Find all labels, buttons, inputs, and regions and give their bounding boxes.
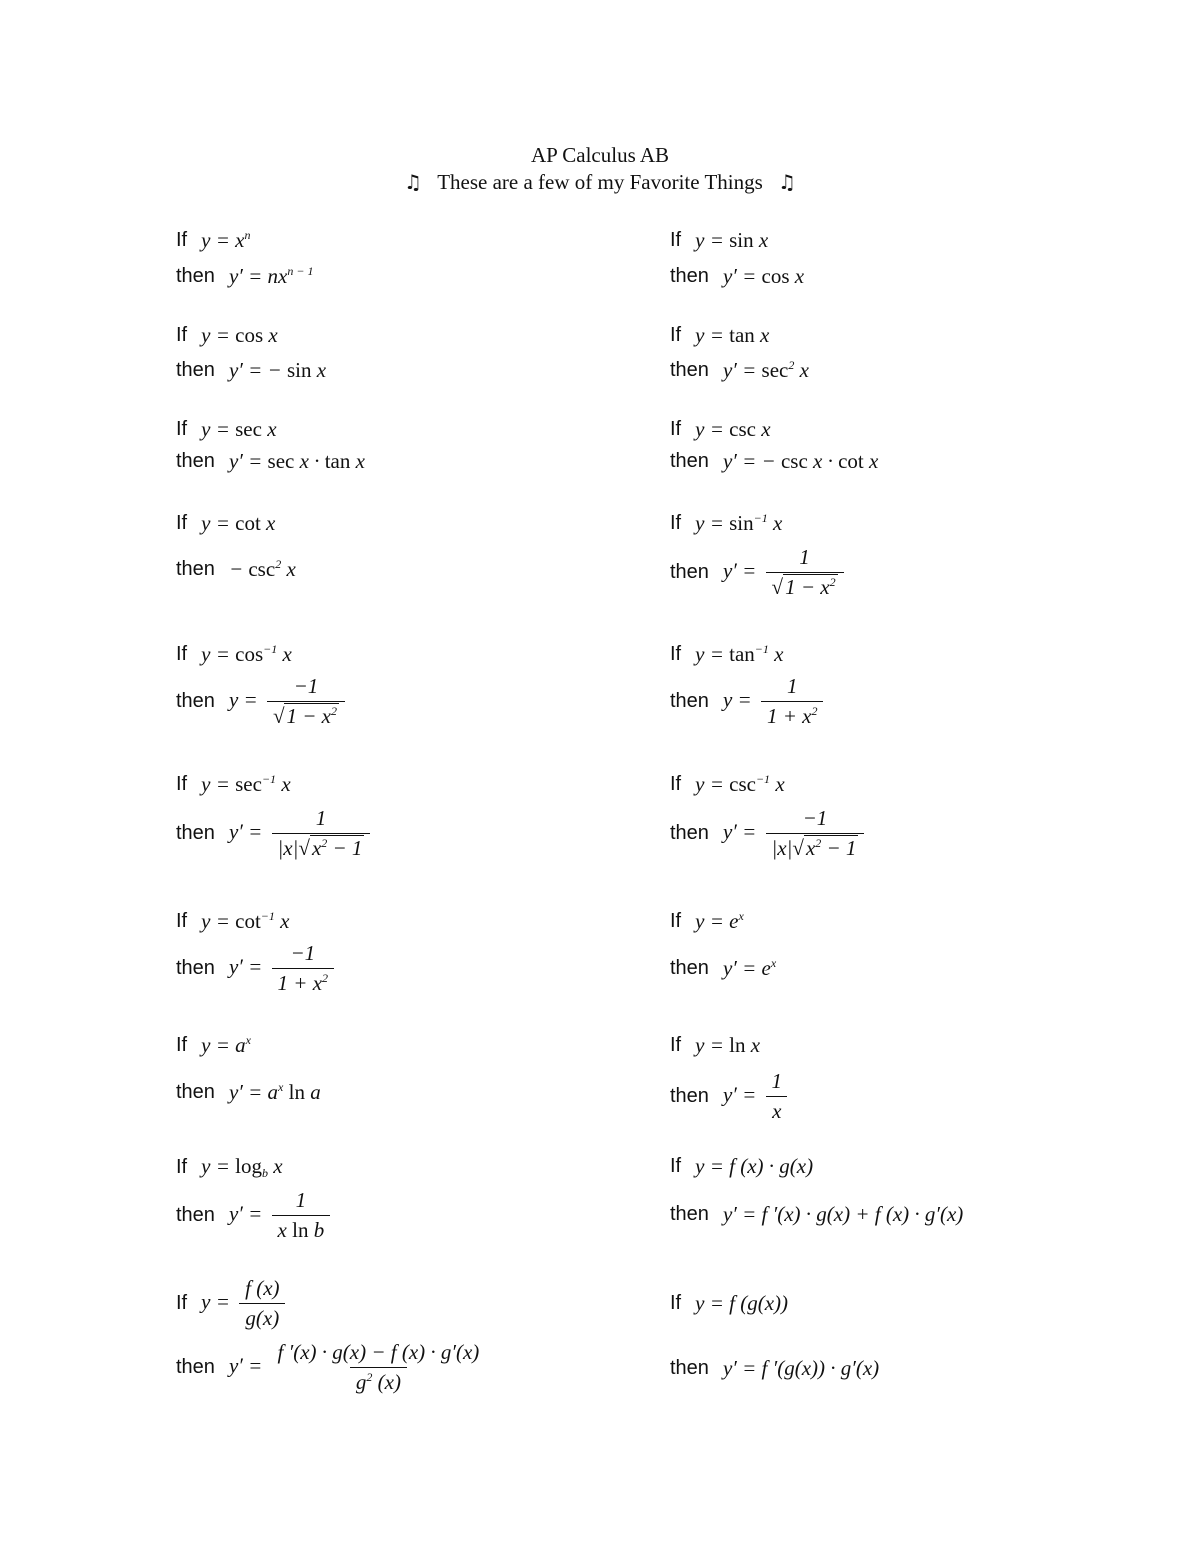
derivative: y = $\frac{-1}{√1 - x^2}$ (229, 674, 345, 729)
derivative: y′ = $\frac{1}{x}$ (723, 1069, 788, 1124)
formula: $y = \log_b x$ (201, 1154, 283, 1180)
then-label: then (670, 561, 709, 583)
derivative: − $\csc^2 x$ (228, 557, 296, 581)
subtitle-text: These are a few of my Favorite Things (437, 170, 763, 194)
formula: $y = e^x$ (695, 909, 744, 933)
music-note-icon: ♫ (404, 170, 422, 194)
derivative: y′ = − csc x · cot x (722, 449, 879, 473)
derivative: y′ = f ′(g(x)) · g′(x) (722, 1356, 880, 1380)
derivative: $y' = e^x$ (722, 956, 777, 980)
then-label: then (176, 1204, 215, 1226)
then-label: then (176, 359, 215, 381)
music-note-icon: ♫ (778, 170, 796, 194)
derivative: y′ = $\frac{-1}{1 + x^2}$ (229, 941, 334, 996)
if-label: If (176, 512, 188, 534)
formula: y = cot x (201, 511, 276, 535)
if-label: If (176, 1156, 188, 1178)
derivative: $y' = \sec^2 x$ (722, 358, 809, 382)
formula: $y = \cot^{-1} x$ (201, 909, 290, 933)
derivative: y′ = $\frac{f '(x) \cdot g(x) - f (x) \cdot g'(x)}{g^2 (x)}$ (228, 1340, 480, 1394)
formula: $y = \cos^{-1} x$ (201, 642, 292, 666)
then-label: then (670, 265, 709, 287)
if-label: If (176, 1034, 188, 1056)
page-subtitle (0, 170, 1200, 195)
if-label: If (176, 643, 188, 665)
then-label: then (670, 1085, 709, 1107)
if-label: If (670, 643, 682, 665)
then-label: then (670, 359, 709, 381)
then-label: then (176, 1081, 215, 1103)
derivative: y′ = f ′(x) · g(x) + f (x) · g′(x) (722, 1202, 964, 1226)
formula: y = f (g(x)) (695, 1291, 788, 1315)
then-label: then (176, 690, 215, 712)
derivative: y′ = − sin x (228, 358, 327, 382)
formula: $y = \tan^{-1} x$ (695, 642, 784, 666)
formula: y = cos x (201, 323, 278, 347)
if-label: If (670, 1155, 682, 1177)
formula: y = csc x (695, 417, 771, 441)
formula: y = tan x (695, 323, 770, 347)
then-label: then (670, 450, 709, 472)
then-label: then (670, 1357, 709, 1379)
if-label: If (176, 324, 188, 346)
derivative: y′ = $\frac{1}{|x|√x^2 - 1}$ (229, 806, 371, 861)
if-label: If (176, 1292, 188, 1314)
then-label: then (176, 265, 215, 287)
formula: $y = \sec^{-1} x$ (201, 772, 291, 796)
derivative: y′ = sec x · tan x (228, 449, 365, 473)
formula: $y = x^n$ (201, 228, 251, 252)
formula: y = sin x (695, 228, 769, 252)
then-label: then (670, 690, 709, 712)
then-label: then (176, 822, 215, 844)
formula: y = sec x (201, 417, 277, 441)
derivative: y′ = $\frac{-1}{|x|√x^2 - 1}$ (723, 806, 865, 861)
if-label: If (670, 512, 682, 534)
if-label: If (670, 324, 682, 346)
then-label: then (670, 957, 709, 979)
derivative: y′ = $\frac{1}{\text{x ln b}}$ (229, 1188, 330, 1243)
if-label: If (176, 418, 188, 440)
if-label: If (670, 910, 682, 932)
if-label: If (176, 910, 188, 932)
formula: $y = \sin^{-1} x$ (695, 511, 783, 535)
if-label: If (670, 773, 682, 795)
if-label: If (176, 773, 188, 795)
if-label: If (670, 229, 682, 251)
formula: y = $\frac{f (x)}{g(x)}$ (201, 1276, 285, 1331)
formula: y = ln x (695, 1033, 761, 1057)
formula: y = f (x) · g(x) (695, 1154, 814, 1178)
then-label: then (670, 1203, 709, 1225)
then-label: then (176, 1356, 215, 1378)
then-label: then (176, 957, 215, 979)
if-label: If (670, 418, 682, 440)
if-label: If (670, 1292, 682, 1314)
derivative: y′ = cos x (722, 264, 805, 288)
derivative: $y' = nx^{n - 1}$ (228, 264, 314, 288)
then-label: then (176, 558, 215, 580)
derivative: y = $\frac{1}{1 + x^2}$ (723, 674, 824, 729)
then-label: then (176, 450, 215, 472)
derivative: y′ = $\frac{1}{√1 - x^2}$ (723, 545, 844, 600)
formula: $y = \csc^{-1} x$ (695, 772, 785, 796)
then-label: then (670, 822, 709, 844)
derivative: $y' = a^x$ ln a (228, 1080, 321, 1104)
page-title: AP Calculus AB (530, 143, 670, 167)
formula: $y = a^x$ (201, 1033, 251, 1057)
if-label: If (176, 229, 188, 251)
if-label: If (670, 1034, 682, 1056)
